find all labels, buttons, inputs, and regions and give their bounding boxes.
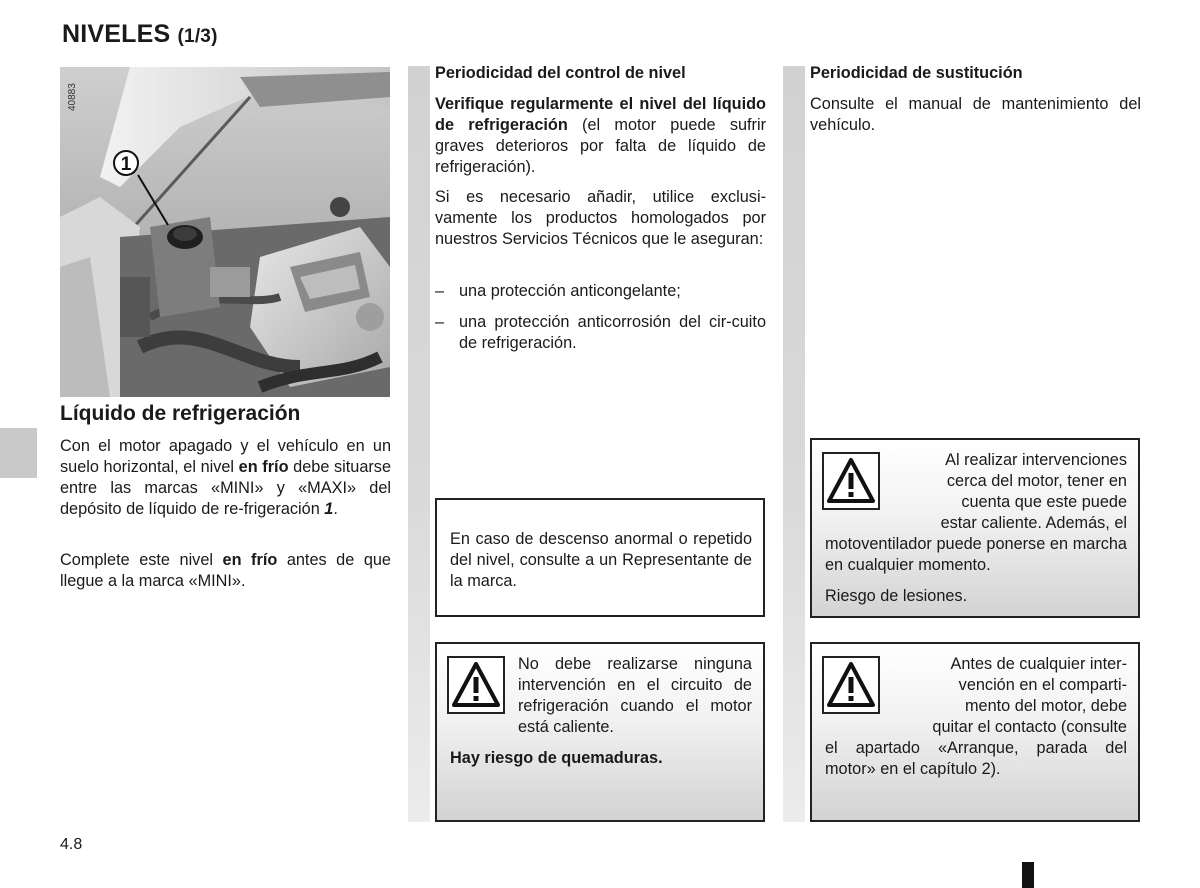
warning-box-text-rest: motoventilador puede ponerse en marcha en cualquier momento. xyxy=(825,535,1127,574)
text-line: Al realizar intervenciones xyxy=(945,451,1127,469)
page-title-part: (1/3) xyxy=(177,26,218,47)
warning-box-text: No debe realizarse ninguna intervención en el circuito de refrigeración cuando el motor está caliente. xyxy=(518,655,752,736)
warning-box-ignition xyxy=(810,642,1140,822)
text-run: debe situarse entre las marcas «MINI» y «MAXI» del depósito de líquido de re-frigeración xyxy=(60,458,391,518)
list-item xyxy=(435,281,766,302)
chapter-tab xyxy=(0,428,37,478)
warning-box-risk: Riesgo de lesiones. xyxy=(825,587,968,605)
engine-photo xyxy=(60,67,390,397)
text-run: Complete este nivel xyxy=(60,551,223,569)
text-line: quitar el contacto (consulte xyxy=(932,718,1127,736)
text-run: antes de que llegue a la marca «MINI». xyxy=(60,551,391,590)
list-item xyxy=(435,312,766,354)
text-line: Antes de cualquier inter- xyxy=(950,655,1127,673)
page-number: 4.8 xyxy=(60,836,83,853)
list-item-text: una protección anticongelante; xyxy=(459,282,681,300)
warning-box-text-top xyxy=(893,654,1127,738)
section-heading: Líquido de refrigeración xyxy=(60,402,301,425)
warning-box-text-rest: el apartado «Arranque, parada del motor» en el capítulo 2). xyxy=(825,739,1127,778)
bold-run: Verifique regularmente el nivel del líquido de refrigeración xyxy=(435,95,766,134)
warning-box-hot-engine xyxy=(810,438,1140,618)
warning-box-burn xyxy=(435,642,765,822)
warning-triangle-icon xyxy=(822,656,880,714)
list-dash: – xyxy=(435,282,445,300)
page-title xyxy=(62,20,218,49)
reference-number: 1 xyxy=(324,500,334,518)
page-title-main: NIVELES xyxy=(62,20,171,48)
text-line: cerca del motor, tener en xyxy=(946,472,1127,490)
list-item-text: una protección anticorrosión del cir-cuito de refrigeración. xyxy=(459,313,766,352)
middle-list xyxy=(435,281,766,354)
text-line: cuenta que este puede xyxy=(961,493,1127,511)
warning-triangle-icon xyxy=(447,656,505,714)
corner-mark xyxy=(1022,862,1034,888)
list-dash: – xyxy=(435,313,445,331)
callout-number: 1 xyxy=(120,154,132,175)
column-separator-left xyxy=(408,66,430,822)
text-run: (el motor puede sufrir graves deterioros por falta de líquido de refrigeración). xyxy=(435,116,766,176)
left-paragraph-1 xyxy=(60,436,391,520)
text-run: . xyxy=(333,500,338,518)
middle-paragraph-1 xyxy=(435,94,766,178)
column-separator-right xyxy=(783,66,805,822)
text-run: Con el motor apagado y el vehículo en un suelo horizontal, el nivel xyxy=(60,437,391,476)
info-box xyxy=(435,498,765,617)
text-line: vención en el comparti- xyxy=(958,676,1127,694)
middle-paragraph-2: Si es necesario añadir, utilice exclusi-vamente los productos homologados por nuestros Servicios Técnicos que le aseguran: xyxy=(435,188,766,248)
figure-code: 40883 xyxy=(67,83,78,111)
bold-run: en frío xyxy=(238,458,289,476)
warning-box-risk: Hay riesgo de quemaduras. xyxy=(450,749,663,767)
info-box-text: En caso de descenso anormal o repetido del nivel, consulte a un Representante de la marca. xyxy=(450,530,752,590)
bold-run: en frío xyxy=(222,551,278,569)
text-line: estar caliente. Además, el xyxy=(940,514,1127,532)
warning-triangle-icon xyxy=(822,452,880,510)
left-paragraph-2 xyxy=(60,550,391,592)
right-paragraph-1: Consulte el manual de mantenimiento del vehículo. xyxy=(810,95,1141,134)
right-heading: Periodicidad de sustitución xyxy=(810,64,1023,82)
engine-illustration xyxy=(60,67,390,397)
warning-box-text-top xyxy=(893,450,1127,534)
text-line: mento del motor, debe xyxy=(964,697,1127,715)
middle-heading: Periodicidad del control de nivel xyxy=(435,64,686,82)
